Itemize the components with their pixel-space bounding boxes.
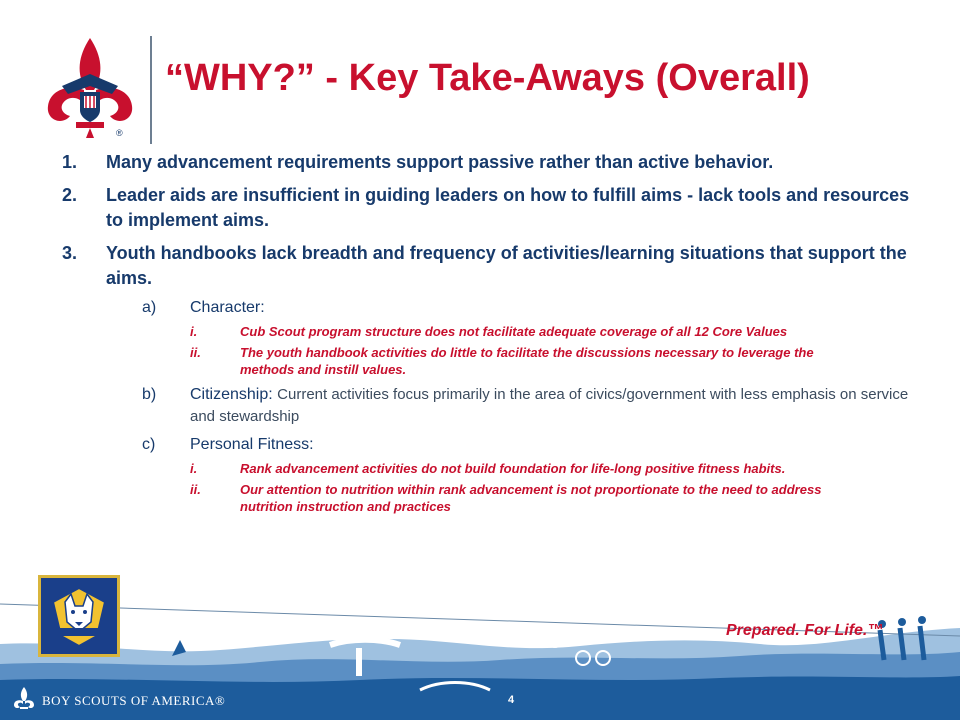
list-item [62, 241, 912, 291]
title-divider [150, 36, 152, 144]
roman-item [190, 481, 840, 515]
list-text: Many advancement requirements support passive rather than active behavior. [106, 152, 774, 172]
sub-item-personal-fitness [142, 434, 912, 456]
sub-letter: c) [142, 436, 156, 453]
sub-letter: a) [142, 299, 157, 316]
sub-item-citizenship [142, 384, 912, 428]
roman-number: ii. [190, 345, 201, 360]
roman-item [190, 344, 840, 378]
roman-text: Cub Scout program structure does not facilitate adequate coverage of all 12 Core Values [240, 324, 788, 339]
list-text: Leader aids are insufficient in guiding leaders on how to fulfill aims - lack tools and resources to implement aims. [106, 185, 910, 230]
tagline: Prepared. For Life.™ [726, 622, 884, 639]
roman-text: Our attention to nutrition within rank advancement is not proportionate to the need to address nutrition instruction and practices [240, 482, 822, 514]
roman-item [190, 460, 840, 477]
list-number: 3. [62, 243, 78, 263]
org-name: BOY SCOUTS OF AMERICA® [42, 693, 226, 708]
sub-item-character [142, 297, 912, 319]
roman-list [190, 323, 840, 378]
svg-text:®: ® [116, 128, 123, 138]
list-number: 2. [62, 185, 78, 205]
list-number: 1. [62, 152, 78, 172]
roman-number: ii. [190, 482, 201, 497]
sub-text [190, 384, 912, 428]
roman-list [190, 460, 840, 515]
wolf-emblem-icon [41, 578, 117, 654]
roman-number: i. [190, 461, 198, 476]
sub-label: Citizenship: [190, 386, 273, 403]
slide-title: “WHY?” - Key Take-Aways (Overall) [165, 57, 810, 99]
list-item [62, 183, 912, 233]
fleur-de-lis-icon [12, 686, 36, 712]
roman-item [190, 323, 840, 340]
list-item [62, 150, 912, 175]
slide-content [62, 150, 912, 519]
sub-letter: b) [142, 386, 157, 403]
sub-detail: Current activities focus primarily in the area of civics/government with less emphasis on service and stewardship [190, 386, 909, 425]
sub-list [142, 384, 912, 456]
roman-number: i. [190, 324, 198, 339]
page-number: 4 [508, 694, 515, 706]
bsa-fleur-de-lis-logo [40, 34, 140, 144]
sub-label: Personal Fitness: [190, 436, 314, 453]
cub-scouts-logo [38, 575, 120, 657]
roman-text: Rank advancement activities do not build foundation for life-long positive fitness habits. [240, 461, 786, 476]
sub-label: Character: [190, 299, 265, 316]
sub-list [142, 297, 912, 319]
list-text: Youth handbooks lack breadth and frequency of activities/learning situations that support the aims. [106, 243, 907, 288]
roman-text: The youth handbook activities do little to facilitate the discussions necessary to leverage the methods and instill values. [240, 345, 814, 377]
